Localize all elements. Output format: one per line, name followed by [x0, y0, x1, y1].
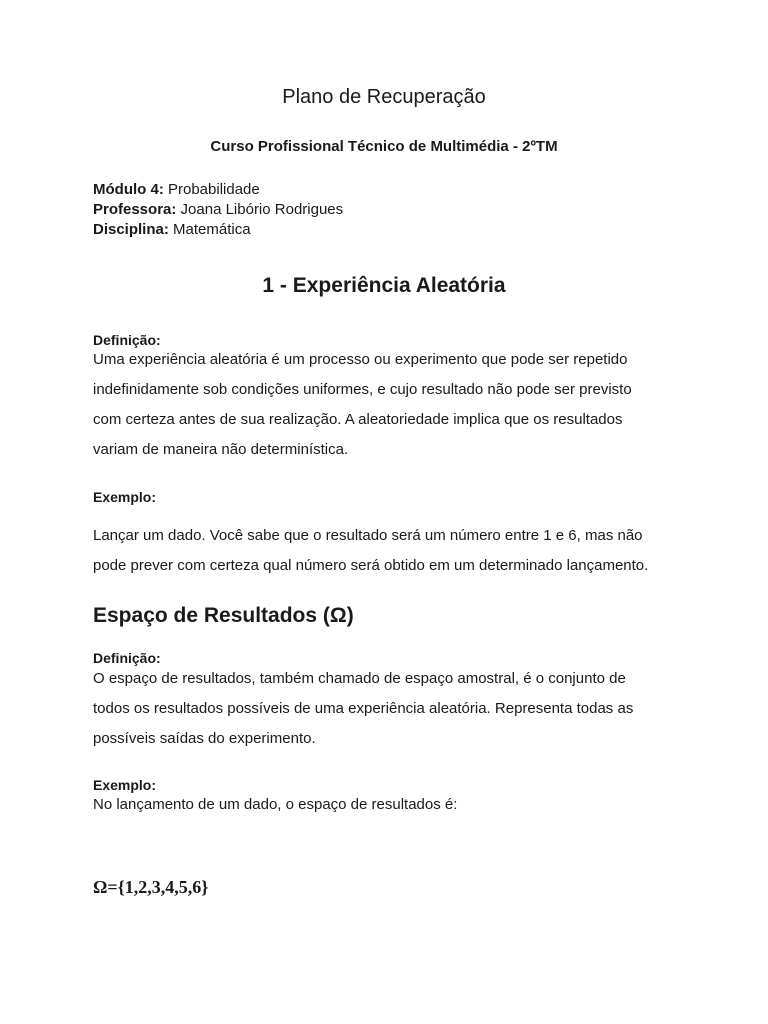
course-info [93, 180, 343, 240]
paragraph-line: com certeza antes de sua realização. A aleatoriedade implica que os resultados [93, 411, 623, 428]
section-1-definition-text [93, 345, 693, 465]
section-2-example-text: No lançamento de um dado, o espaço de resultados é: [93, 796, 458, 813]
paragraph-line: possíveis saídas do experimento. [93, 730, 316, 747]
section-1-definition-label: Definição: [93, 332, 161, 348]
module-value: Probabilidade [163, 181, 260, 198]
module-label: Módulo 4: [93, 181, 164, 198]
paragraph-line: Uma experiência aleatória é um processo ou experimento que pode ser repetido [93, 351, 628, 368]
section-2-definition-text [93, 664, 693, 754]
paragraph-line: todos os resultados possíveis de uma experiência aleatória. Representa todas as [93, 700, 634, 717]
section-1-example-text [93, 521, 693, 581]
sample-space-formula: Ω={1,2,3,4,5,6} [93, 877, 209, 897]
teacher-label: Professora: [93, 201, 177, 218]
document-title: Plano de Recuperação [282, 86, 486, 108]
section-2-example-label: Exemplo: [93, 777, 157, 793]
section-2-heading: Espaço de Resultados (Ω) [93, 604, 354, 627]
paragraph-line: O espaço de resultados, também chamado de espaço amostral, é o conjunto de [93, 670, 626, 687]
section-1-heading: 1 - Experiência Aleatória [262, 274, 506, 297]
course-info-module [93, 180, 343, 200]
paragraph-line: variam de maneira não determinística. [93, 441, 349, 458]
course-info-subject [93, 220, 343, 240]
section-1-example-label: Exemplo: [93, 489, 157, 505]
teacher-value: Joana Libório Rodrigues [176, 201, 344, 218]
subject-value: Matemática [168, 221, 251, 238]
section-2-definition-label: Definição: [93, 650, 161, 666]
paragraph-line: indefinidamente sob condições uniformes, e cujo resultado não pode ser previsto [93, 381, 632, 398]
paragraph-line: pode prever com certeza qual número será obtido em um determinado lançamento. [93, 557, 649, 574]
course-info-teacher [93, 200, 343, 220]
document-subtitle: Curso Profissional Técnico de Multimédia - 2ºTM [210, 138, 558, 155]
subject-label: Disciplina: [93, 221, 169, 238]
paragraph-line: Lançar um dado. Você sabe que o resultado será um número entre 1 e 6, mas não [93, 527, 643, 544]
